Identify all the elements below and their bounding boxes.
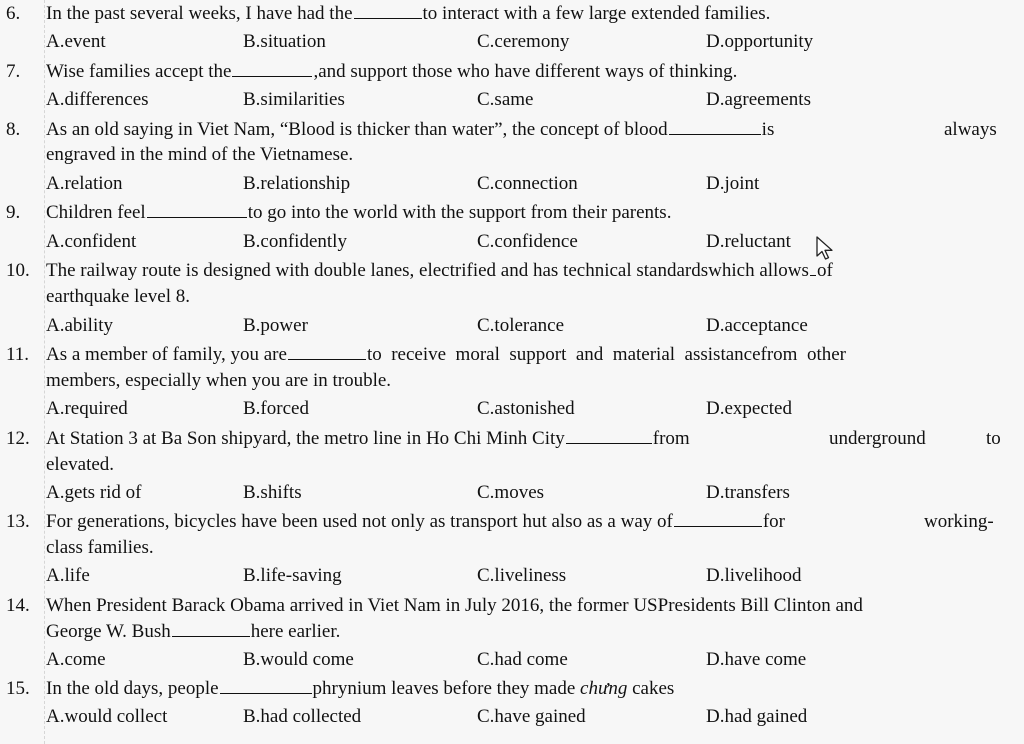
option-a[interactable]: A.differences: [46, 89, 149, 110]
option-b[interactable]: B.power: [243, 315, 308, 336]
question-text: Wise families accept the ,and support those who have different ways of thinking.: [46, 61, 738, 82]
option-a[interactable]: A.ability: [46, 315, 114, 336]
question-12-line2: [0, 454, 1024, 478]
question-text-continued: elevated.: [46, 454, 115, 475]
question-text: The railway route is designed with double lanes, electrified and has technical standardswhich allows of: [46, 260, 833, 281]
option-b[interactable]: B.would come: [243, 649, 354, 670]
option-b[interactable]: B.confidently: [243, 231, 347, 252]
question-11-line2: [0, 370, 1024, 394]
question-text-continued: earthquake level 8.: [46, 286, 191, 307]
answer-blank[interactable]: [669, 119, 761, 135]
option-d[interactable]: D.joint: [706, 173, 760, 194]
option-a[interactable]: A.life: [46, 565, 90, 586]
option-d[interactable]: D.agreements: [706, 89, 811, 110]
question-number: 14.: [6, 595, 30, 616]
options-7: [0, 89, 1024, 113]
option-c[interactable]: C.ceremony: [477, 31, 570, 52]
question-text: In the old days, people phrynium leaves before they made chưng cakes: [46, 678, 675, 699]
question-15: [0, 678, 1024, 702]
answer-blank[interactable]: [232, 61, 312, 77]
question-10: [0, 260, 1024, 284]
question-text: Children feel to go into the world with the support from their parents.: [46, 202, 672, 223]
option-c[interactable]: C.connection: [477, 173, 578, 194]
answer-blank[interactable]: [288, 344, 366, 360]
option-d[interactable]: D.livelihood: [706, 565, 802, 586]
answer-blank[interactable]: [566, 428, 652, 444]
option-b[interactable]: B.shifts: [243, 482, 302, 503]
question-number: 15.: [6, 678, 30, 699]
question-text-continued: George W. Bush here earlier.: [46, 621, 341, 642]
question-text-mid: underground: [829, 428, 926, 449]
option-c[interactable]: C.have gained: [477, 706, 586, 727]
question-text-end: to: [986, 428, 1001, 449]
question-text: In the past several weeks, I have had the to interact with a few large extended families.: [46, 3, 771, 24]
option-b[interactable]: B.relationship: [243, 173, 351, 194]
question-text-continued: engraved in the mind of the Vietnamese.: [46, 144, 354, 165]
answer-blank[interactable]: [172, 621, 250, 637]
question-text: For generations, bicycles have been used not only as transport hut also as a way of for: [46, 511, 785, 532]
answer-blank[interactable]: [354, 3, 422, 19]
options-12: [0, 482, 1024, 506]
option-c[interactable]: C.liveliness: [477, 565, 567, 586]
question-13: [0, 511, 1024, 535]
option-b[interactable]: B.situation: [243, 31, 326, 52]
option-a[interactable]: A.would collect: [46, 706, 168, 727]
question-number: 11.: [6, 344, 30, 365]
options-10: [0, 315, 1024, 339]
question-text: As a member of family, you are to receive moral support and material assistancefrom other: [46, 344, 846, 365]
question-8: [0, 119, 1024, 143]
question-14: [0, 595, 1024, 619]
question-text-continued: class families.: [46, 537, 154, 558]
option-a[interactable]: A.confident: [46, 231, 137, 252]
question-13-line2: [0, 537, 1024, 561]
question-11: [0, 344, 1024, 368]
option-a[interactable]: A.relation: [46, 173, 123, 194]
option-a[interactable]: A.gets rid of: [46, 482, 142, 503]
option-c[interactable]: C.astonished: [477, 398, 575, 419]
option-c[interactable]: C.confidence: [477, 231, 578, 252]
question-text: As an old saying in Viet Nam, “Blood is thicker than water”, the concept of blood is: [46, 119, 775, 140]
question-text: When President Barack Obama arrived in Viet Nam in July 2016, the former USPresidents Bill Clinton and: [46, 595, 863, 616]
option-d[interactable]: D.transfers: [706, 482, 790, 503]
options-14: [0, 649, 1024, 673]
answer-blank[interactable]: [810, 260, 816, 276]
option-a[interactable]: A.required: [46, 398, 128, 419]
question-12: [0, 428, 1024, 452]
question-14-line2: [0, 621, 1024, 645]
options-11: [0, 398, 1024, 422]
question-number: 10.: [6, 260, 30, 281]
question-7: [0, 61, 1024, 85]
option-a[interactable]: A.event: [46, 31, 106, 52]
option-b[interactable]: B.had collected: [243, 706, 362, 727]
question-text: At Station 3 at Ba Son shipyard, the metro line in Ho Chi Minh City from: [46, 428, 690, 449]
answer-blank[interactable]: [147, 202, 247, 218]
question-10-line2: [0, 286, 1024, 310]
option-a[interactable]: A.come: [46, 649, 106, 670]
question-number: 13.: [6, 511, 30, 532]
option-d[interactable]: D.opportunity: [706, 31, 814, 52]
option-d[interactable]: D.reluctant: [706, 231, 791, 252]
question-6: [0, 3, 1024, 27]
question-number: 7.: [6, 61, 21, 82]
question-number: 6.: [6, 3, 21, 24]
question-number: 9.: [6, 202, 21, 223]
options-9: [0, 231, 1024, 255]
option-c[interactable]: C.had come: [477, 649, 568, 670]
option-d[interactable]: D.had gained: [706, 706, 808, 727]
question-9: [0, 202, 1024, 226]
option-d[interactable]: D.acceptance: [706, 315, 808, 336]
option-c[interactable]: C.moves: [477, 482, 545, 503]
question-text-continued: members, especially when you are in trouble.: [46, 370, 392, 391]
question-8-line2: [0, 144, 1024, 168]
option-d[interactable]: D.expected: [706, 398, 792, 419]
options-15: [0, 706, 1024, 730]
option-b[interactable]: B.life-saving: [243, 565, 342, 586]
answer-blank[interactable]: [674, 511, 762, 527]
option-b[interactable]: B.similarities: [243, 89, 345, 110]
options-8: [0, 173, 1024, 197]
question-number: 12.: [6, 428, 30, 449]
question-text-end: working-: [924, 511, 994, 532]
option-d[interactable]: D.have come: [706, 649, 807, 670]
option-c[interactable]: C.tolerance: [477, 315, 565, 336]
mouse-pointer-icon: [815, 236, 837, 262]
option-b[interactable]: B.forced: [243, 398, 309, 419]
question-number: 8.: [6, 119, 21, 140]
options-6: [0, 31, 1024, 55]
options-13: [0, 565, 1024, 589]
option-c[interactable]: C.same: [477, 89, 534, 110]
question-text-end: always: [944, 119, 997, 140]
answer-blank[interactable]: [220, 678, 312, 694]
